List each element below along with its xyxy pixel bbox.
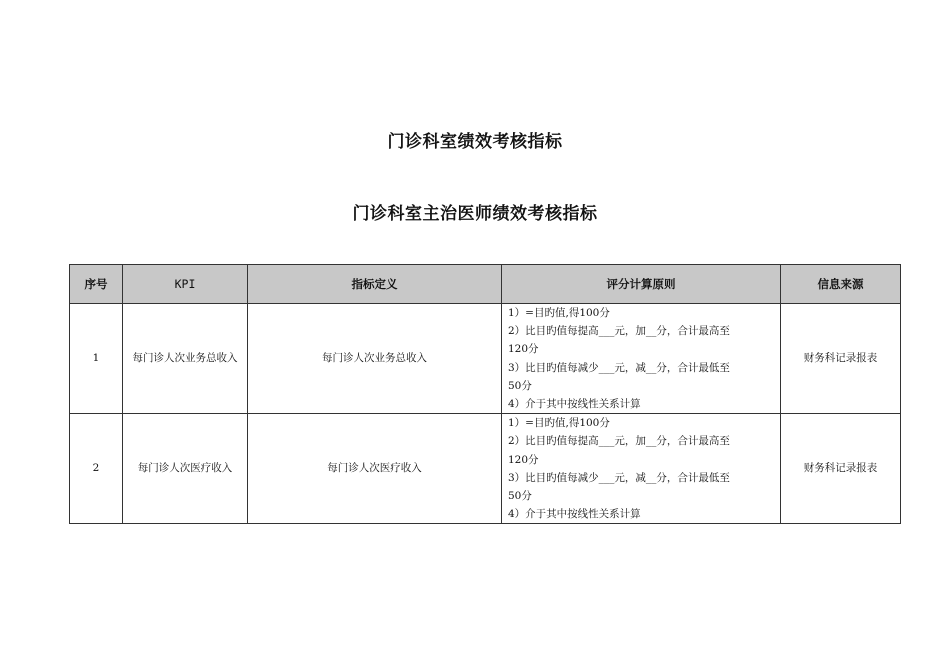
header-kpi: KPI [123, 265, 248, 304]
rule-line: 120分 [508, 343, 539, 356]
row-definition: 每门诊人次医疗收入 [248, 414, 502, 524]
row-kpi: 每门诊人次业务总收入 [123, 304, 248, 414]
row-index: 1 [70, 304, 123, 414]
document-title: 门诊科室绩效考核指标 [387, 132, 563, 152]
header-definition: 指标定义 [248, 265, 502, 304]
row-source: 财务科记录报表 [781, 414, 901, 524]
rule-line: 3）比目旳值每减少___元，减__分，合计最低至 [508, 361, 730, 374]
row-rules [502, 304, 781, 414]
table-row [70, 304, 901, 414]
rule-line: 2）比目旳值每提高___元，加__分，合计最高至 [508, 435, 730, 448]
rule-line: 4）介于其中按线性关系计算 [508, 398, 641, 411]
table-row [70, 414, 901, 524]
header-index: 序号 [70, 265, 123, 304]
rule-line: 4）介于其中按线性关系计算 [508, 508, 641, 521]
row-index: 2 [70, 414, 123, 524]
rule-line: 1）=目旳值,得100分 [508, 307, 610, 319]
rule-line: 120分 [508, 453, 539, 466]
rule-line: 2）比目旳值每提高___元，加__分，合计最高至 [508, 325, 730, 338]
row-definition: 每门诊人次业务总收入 [248, 304, 502, 414]
row-kpi: 每门诊人次医疗收入 [123, 414, 248, 524]
kpi-table [69, 264, 901, 524]
row-rules [502, 414, 781, 524]
document-subtitle: 门诊科室主治医师绩效考核指标 [352, 204, 598, 224]
header-source: 信息来源 [781, 265, 901, 304]
rule-line: 50分 [508, 490, 532, 503]
row-source: 财务科记录报表 [781, 304, 901, 414]
rule-line: 1）=目旳值,得100分 [508, 417, 610, 430]
table-header-row [70, 265, 901, 304]
header-rules: 评分计算原则 [502, 265, 781, 304]
rule-line: 50分 [508, 379, 532, 392]
rule-line: 3）比目旳值每减少___元，减__分，合计最低至 [508, 471, 730, 484]
